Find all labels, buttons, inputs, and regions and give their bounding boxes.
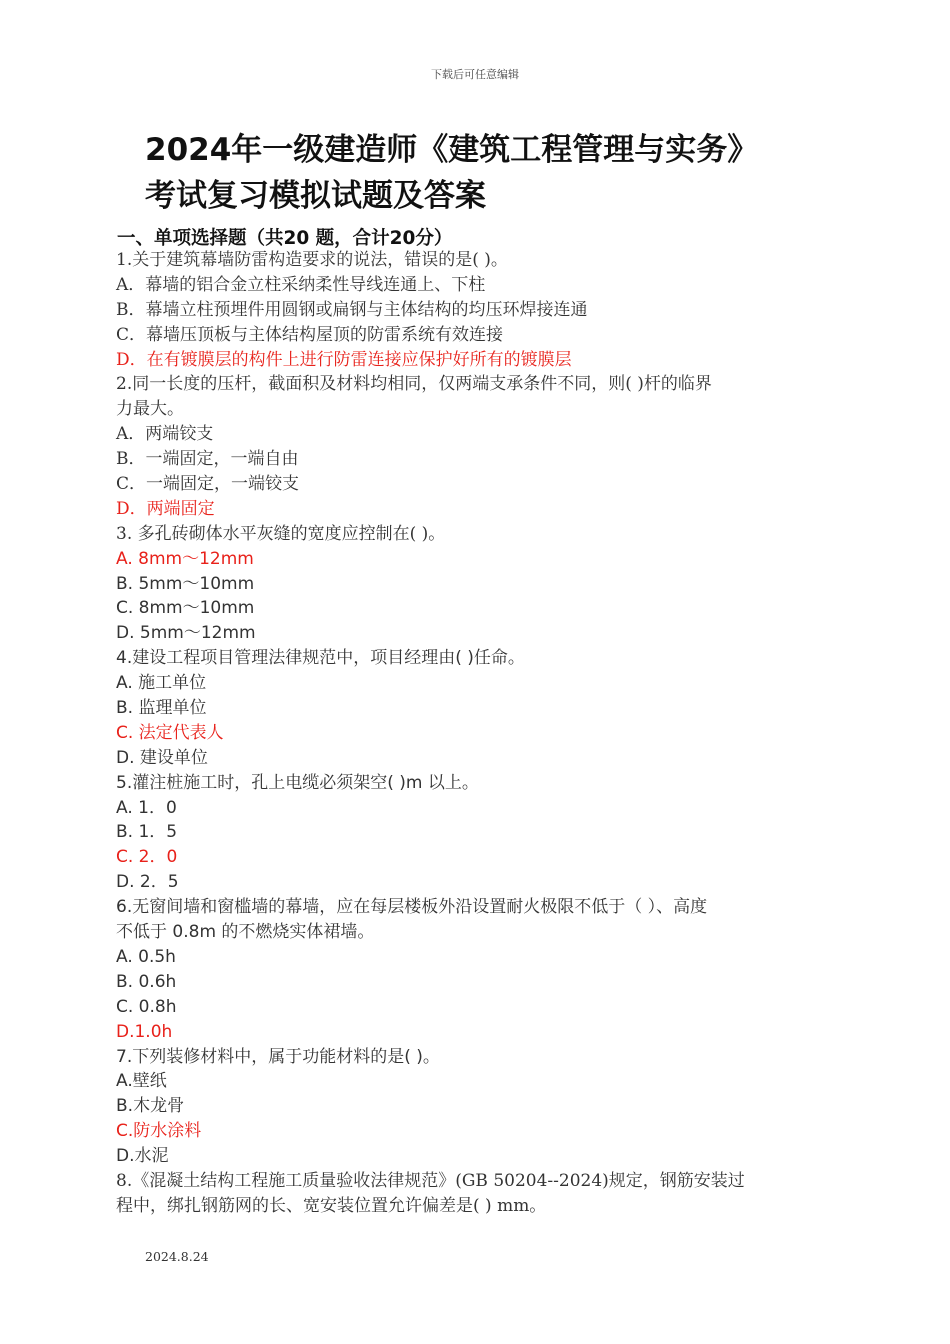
- question-2-option-a: A．两端铰支: [116, 424, 214, 445]
- question-5-option-d: D. 2．5: [116, 872, 179, 893]
- question-4-option-a: A. 施工单位: [116, 673, 207, 694]
- question-1-option-b: B．幕墙立柱预埋件用圆钢或扁钢与主体结构的均压环焊接连通: [116, 299, 588, 320]
- section-heading: 一、单项选择题（共20 题，合计20分）: [117, 228, 453, 249]
- question-6-option-a: A. 0.5h: [116, 946, 176, 967]
- header-note: 下载后可任意编辑: [431, 68, 519, 81]
- question-3-option-c: C. 8mm～10mm: [116, 598, 255, 619]
- question-1-option-a: A．幕墙的铝合金立柱采纳柔性导线连通上、下柱: [116, 274, 486, 295]
- question-1-stem: 1.关于建筑幕墙防雷构造要求的说法，错误的是( )。: [116, 250, 508, 270]
- question-2-stem: 2.同一长度的压杆，截面积及材料均相同，仅两端支承条件不同，则( )杆的临界: [116, 374, 712, 395]
- question-3-option-b: B. 5mm～10mm: [116, 573, 255, 594]
- question-5-answer-c: C. 2．0: [116, 847, 178, 868]
- question-list: [116, 248, 806, 1219]
- question-3-answer-a: A. 8mm～12mm: [116, 548, 254, 569]
- question-3-stem: 3. 多孔砖砌体水平灰缝的宽度应控制在( )。: [116, 523, 446, 544]
- question-7-option-b: B.木龙骨: [116, 1096, 185, 1117]
- title-line-1: 2024年一级建造师《建筑工程管理与实务》: [145, 132, 759, 168]
- question-1-answer-d: D．在有镀膜层的构件上进行防雷连接应保护好所有的镀膜层: [116, 349, 572, 370]
- question-7-stem: 7.下列装修材料中，属于功能材料的是( )。: [116, 1046, 440, 1067]
- question-2-stem-cont: 力最大。: [116, 399, 184, 420]
- question-2-option-c: C．一端固定，一端铰支: [116, 474, 300, 495]
- question-5-option-b: B. 1．5: [116, 822, 178, 843]
- document-title: [145, 127, 845, 219]
- question-1-option-c: C．幕墙压顶板与主体结构屋顶的防雷系统有效连接: [116, 324, 504, 345]
- question-6-answer-d: D.1.0h: [116, 1021, 173, 1042]
- question-4-option-d: D. 建设单位: [116, 747, 208, 768]
- question-8-stem: 8.《混凝土结构工程施工质量验收法律规范》(GB 50204--2024)规定，钢筋安装过: [116, 1170, 745, 1191]
- question-3-option-d: D. 5mm～12mm: [116, 623, 256, 644]
- question-5-option-a: A. 1．0: [116, 797, 177, 818]
- title-line-2: 考试复习模拟试题及答案: [145, 178, 486, 214]
- footer-date: 2024.8.24: [145, 1249, 209, 1264]
- question-4-option-b: B. 监理单位: [116, 698, 207, 719]
- question-4-answer-c: C. 法定代表人: [116, 722, 224, 743]
- question-2-answer-d: D．两端固定: [116, 498, 215, 519]
- question-7-option-a: A.壁纸: [116, 1071, 167, 1092]
- question-4-stem: 4.建设工程项目管理法律规范中，项目经理由( )任命。: [116, 648, 525, 669]
- question-7-option-d: D.水泥: [116, 1146, 169, 1167]
- question-8-stem-cont: 程中，绑扎钢筋网的长、宽安装位置允许偏差是( ) mm。: [116, 1195, 547, 1216]
- question-5-stem: 5.灌注桩施工时，孔上电缆必须架空( )m 以上。: [116, 772, 479, 793]
- question-6-option-c: C. 0.8h: [116, 996, 177, 1017]
- question-2-option-b: B．一端固定，一端自由: [116, 449, 299, 470]
- question-6-stem: 6.无窗间墙和窗槛墙的幕墙，应在每层楼板外沿设置耐火极限不低于（ ）、高度: [116, 897, 708, 918]
- question-6-stem-cont: 不低于 0.8m 的不燃烧实体裙墙。: [116, 922, 375, 943]
- question-6-option-b: B. 0.6h: [116, 971, 177, 992]
- question-7-answer-c: C.防水涂料: [116, 1121, 202, 1142]
